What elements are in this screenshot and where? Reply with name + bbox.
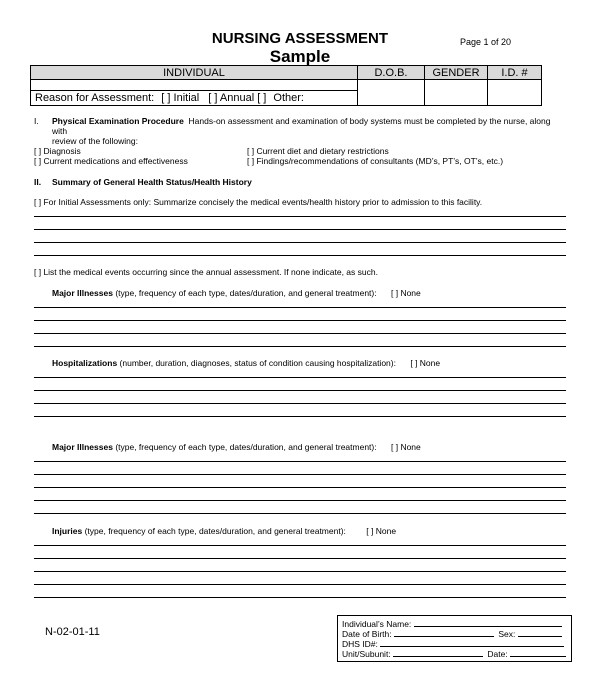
name-field[interactable] (414, 618, 562, 627)
major-illnesses-none-checkbox[interactable]: [ ] None (391, 288, 421, 298)
major-illnesses-prompt (52, 442, 421, 452)
hospitalizations-desc: (number, duration, diagnoses, status of condition causing hospitalization): (117, 358, 396, 368)
answer-line[interactable] (34, 487, 566, 488)
dob-cell[interactable] (358, 80, 425, 106)
answer-line[interactable] (34, 229, 566, 230)
section-1-heading: Physical Examination Procedure (52, 116, 184, 126)
unit-field[interactable] (393, 648, 483, 657)
unit-date-row (342, 648, 566, 659)
injuries-label: Injuries (52, 526, 83, 536)
section-1-intro (52, 116, 552, 146)
section-1-number: I. (34, 116, 39, 126)
injuries-prompt (52, 526, 396, 536)
answer-line[interactable] (34, 320, 566, 321)
section-2-heading: Summary of General Health Status/Health History (52, 177, 252, 187)
answer-line[interactable] (34, 558, 566, 559)
gender-header: GENDER (425, 66, 488, 80)
answer-line[interactable] (34, 255, 566, 256)
checkbox-current-diet[interactable]: [ ] Current diet and dietary restrictions (247, 146, 389, 156)
individual-info-box (337, 615, 572, 662)
other-option[interactable]: Other: (273, 92, 304, 104)
major-illnesses-prompt (52, 288, 421, 298)
initial-checkbox[interactable]: [ ] Initial (161, 92, 200, 104)
dob-header: D.O.B. (358, 66, 425, 80)
answer-line[interactable] (34, 500, 566, 501)
answer-line[interactable] (34, 333, 566, 334)
checkbox-current-medications[interactable]: [ ] Current medications and effectiveness (34, 156, 188, 166)
gender-cell[interactable] (425, 80, 488, 106)
page-number: Page 1 of 20 (460, 37, 512, 47)
section-2-number: II. (34, 177, 42, 187)
section-1-text-1: Hands-on assessment and examination of body systems must be completed by the nurse, along with (52, 116, 551, 136)
answer-line[interactable] (34, 216, 566, 217)
reason-label: Reason for Assessment: (35, 92, 155, 104)
answer-line[interactable] (34, 584, 566, 585)
name-label: Individual’s Name: (342, 619, 412, 629)
answer-line[interactable] (34, 597, 566, 598)
dhs-id-field[interactable] (380, 638, 564, 647)
answer-line[interactable] (34, 307, 566, 308)
form-subtitle: Sample (269, 47, 331, 66)
unit-label: Unit/Subunit: (342, 649, 391, 659)
major-illnesses-label: Major Illnesses (52, 442, 113, 452)
id-header: I.D. # (488, 66, 542, 80)
checkbox-diagnosis[interactable]: [ ] Diagnosis (34, 146, 81, 156)
answer-line[interactable] (34, 346, 566, 347)
reason-for-assessment-row (31, 90, 357, 104)
answer-line[interactable] (34, 403, 566, 404)
answer-line[interactable] (34, 390, 566, 391)
hospitalizations-label: Hospitalizations (52, 358, 118, 368)
answer-line[interactable] (34, 474, 566, 475)
injuries-desc: (type, frequency of each type, dates/duration, and general treatment): (82, 526, 346, 536)
form-title: NURSING ASSESSMENT (211, 30, 389, 47)
answer-line[interactable] (34, 571, 566, 572)
date-field[interactable] (510, 648, 566, 657)
dob-label: Date of Birth: (342, 629, 392, 639)
injuries-none-checkbox[interactable]: [ ] None (366, 526, 397, 536)
sex-field[interactable] (518, 628, 562, 637)
answer-line[interactable] (34, 513, 566, 514)
answer-line[interactable] (34, 377, 566, 378)
checkbox-initial-assessment[interactable]: [ ] For Initial Assessments only: Summarize concisely the medical events/health history prior to admission to this facility. (34, 197, 483, 207)
individual-header: INDIVIDUAL (31, 66, 358, 80)
major-illnesses-label: Major Illnesses (52, 288, 113, 298)
form-code: N-02-01-11 (45, 626, 100, 638)
answer-line[interactable] (34, 461, 566, 462)
answer-line[interactable] (34, 242, 566, 243)
sex-label: Sex: (498, 629, 516, 639)
major-illnesses-desc: (type, frequency of each type, dates/duration, and general treatment): (112, 288, 377, 298)
dob-field[interactable] (394, 628, 494, 637)
date-label: Date: (487, 649, 508, 659)
dhs-id-label: DHS ID#: (342, 639, 378, 649)
answer-line[interactable] (34, 416, 566, 417)
major-illnesses-desc: (type, frequency of each type, dates/duration, and general treatment): (112, 442, 377, 452)
annual-checkbox[interactable]: [ ] Annual [ ] (208, 92, 267, 104)
major-illnesses-none-checkbox[interactable]: [ ] None (391, 442, 421, 452)
checkbox-consultant-findings[interactable]: [ ] Findings/recommendations of consultants (MD’s, PT’s, OT’s, etc.) (247, 156, 504, 166)
checkbox-list-events[interactable]: [ ] List the medical events occurring since the annual assessment. If none indicate, as such. (34, 267, 378, 277)
id-cell[interactable] (488, 80, 542, 106)
hospitalizations-prompt (52, 358, 440, 368)
section-1-text-2: review of the following: (52, 136, 138, 146)
hospitalizations-none-checkbox[interactable]: [ ] None (410, 358, 441, 368)
answer-line[interactable] (34, 545, 566, 546)
